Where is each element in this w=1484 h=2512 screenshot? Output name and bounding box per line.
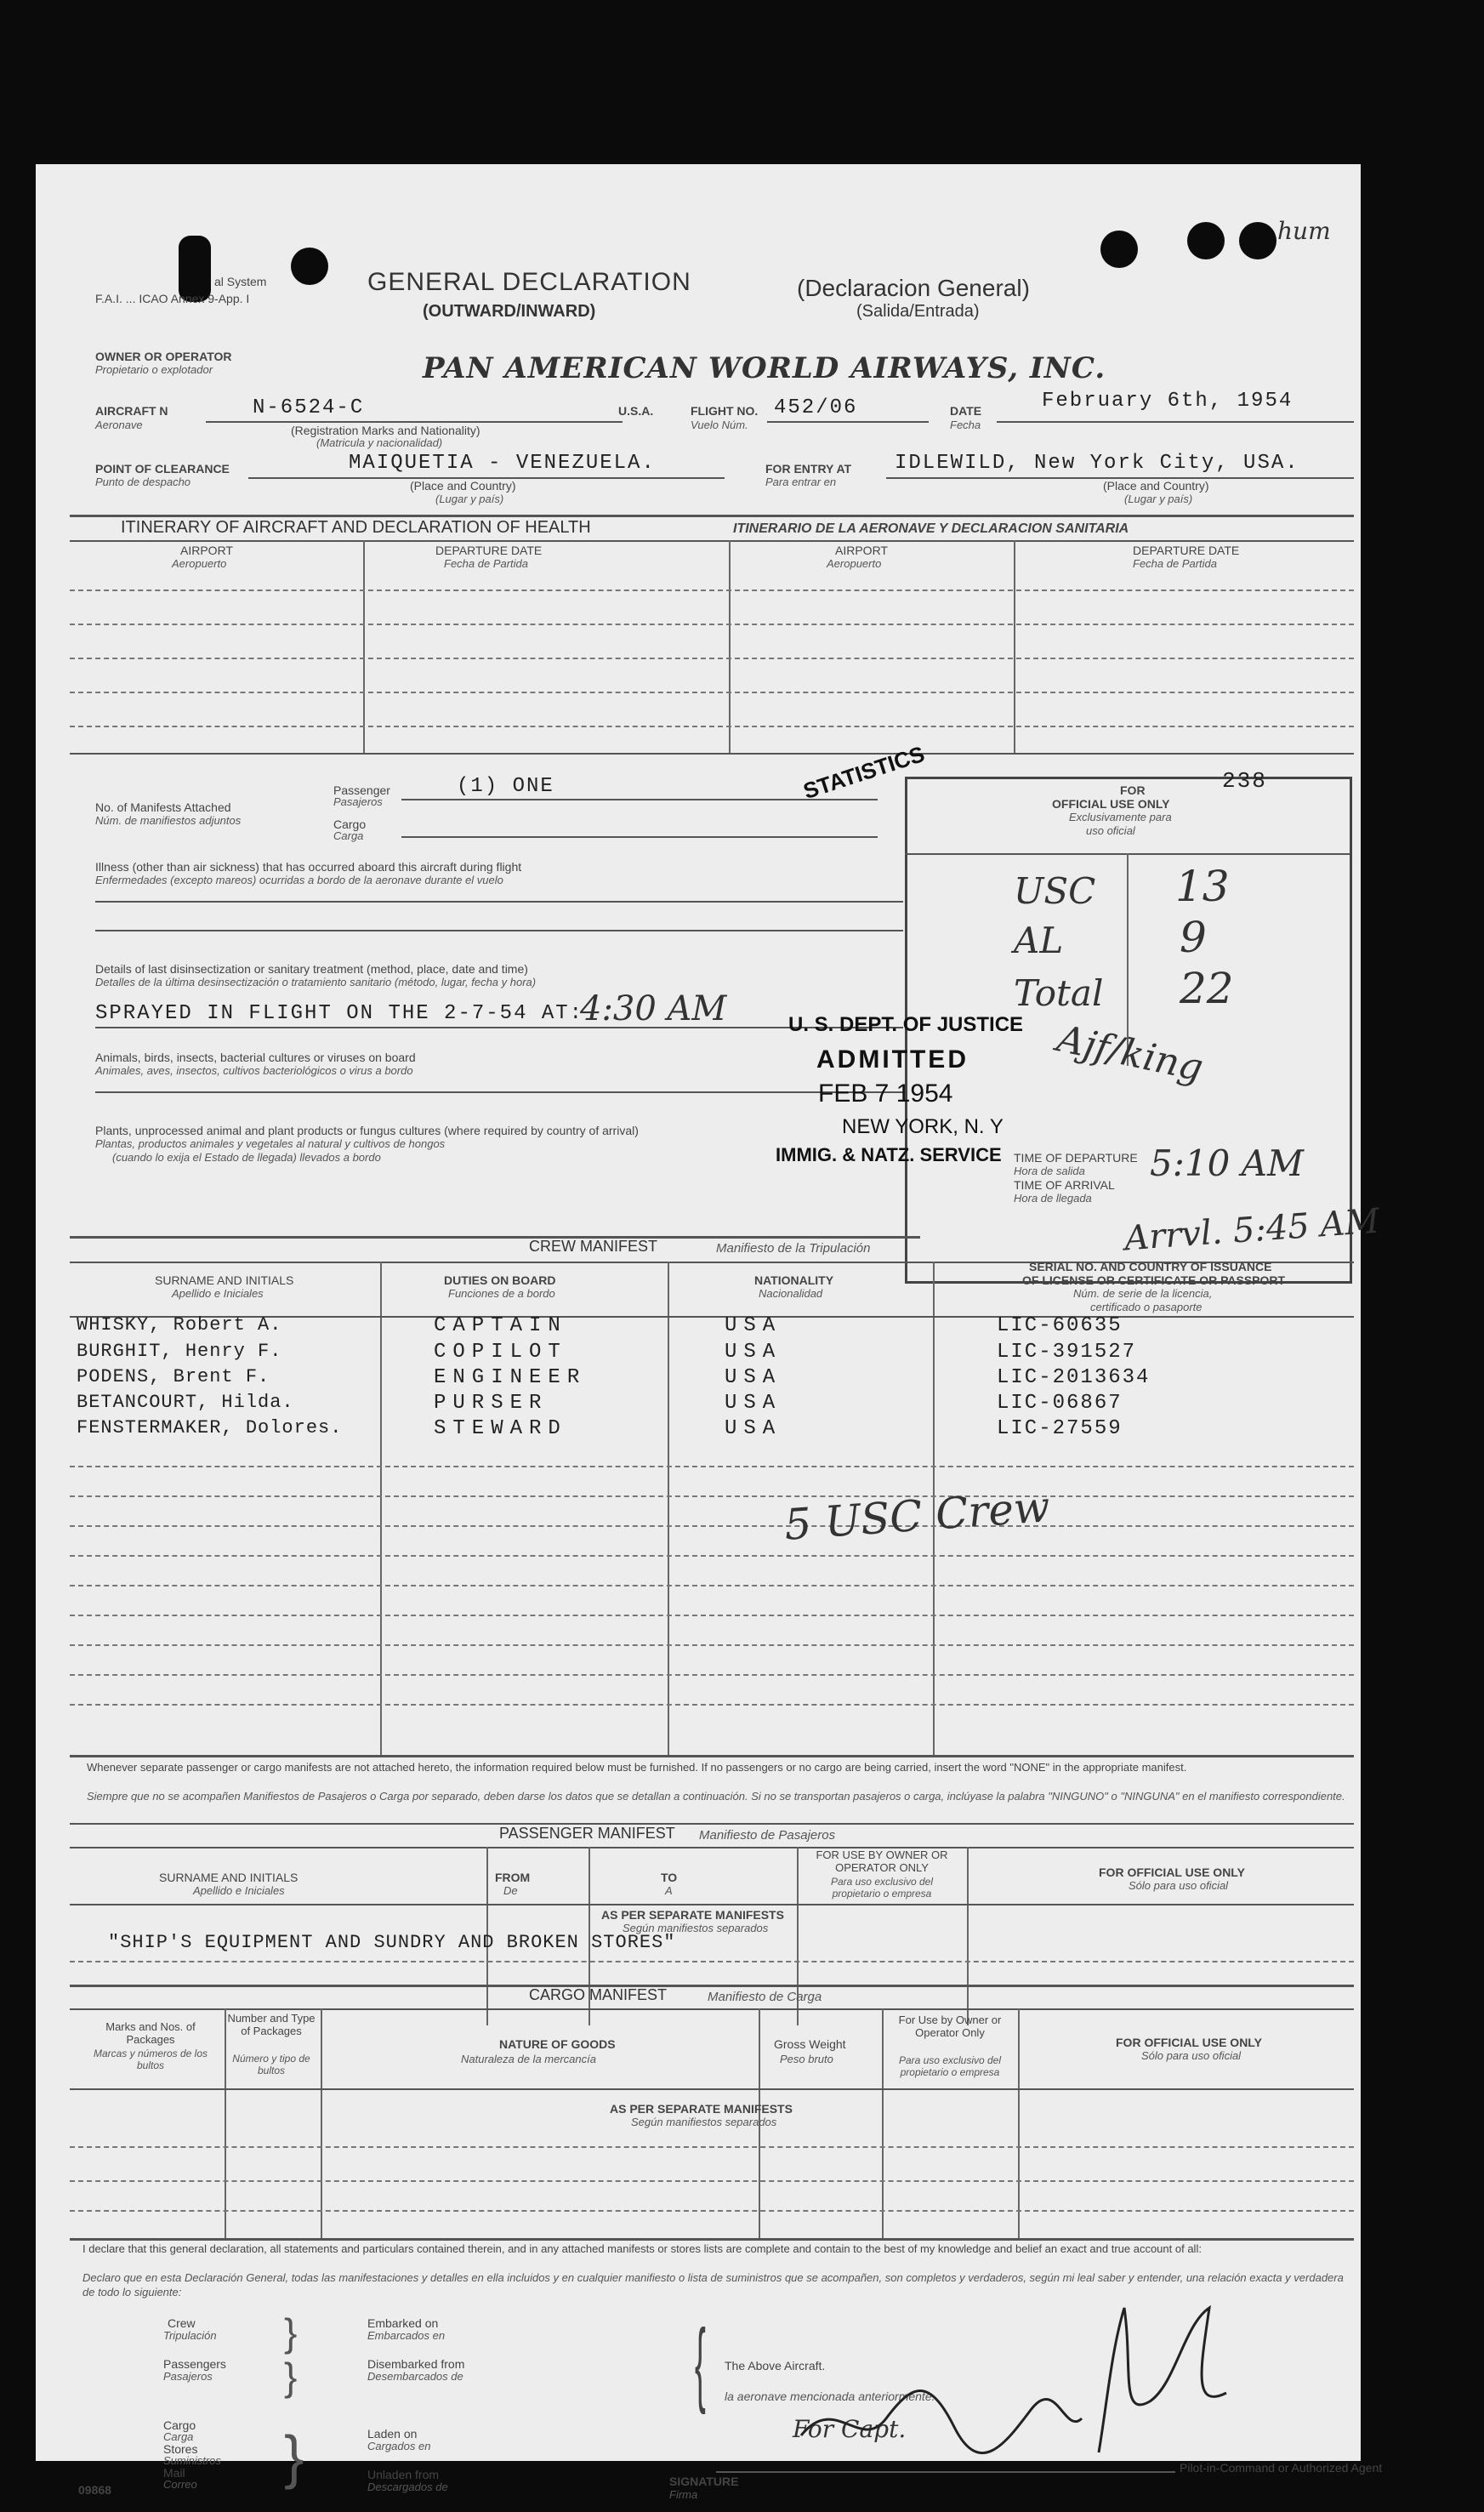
signature-stroke bbox=[801, 2391, 1082, 2453]
pax-separate: AS PER SEPARATE MANIFESTS bbox=[601, 1908, 784, 1922]
animals-label: Animals, birds, insects, bacterial cultures or viruses on board bbox=[95, 1051, 416, 1064]
crew-serial: LIC-27559 bbox=[997, 1417, 1123, 1440]
pax-col-official-es: Sólo para uso oficial bbox=[1129, 1879, 1229, 1892]
decl-unladen: Unladen from bbox=[367, 2468, 440, 2481]
official-row2-label: AL bbox=[1014, 920, 1064, 961]
decl-unladen-es: Descargados de bbox=[367, 2481, 448, 2493]
decl-cargo-es: Carga bbox=[163, 2430, 194, 2443]
decl-laden: Laden on bbox=[367, 2427, 418, 2441]
crew-title-es: Manifiesto de la Tripulación bbox=[716, 1241, 871, 1256]
brace: } bbox=[284, 2355, 298, 2399]
col-airport-es: Aeropuerto bbox=[172, 557, 227, 570]
arrival-label-es: Hora de llegada bbox=[1014, 1192, 1092, 1205]
entry-note-es: (Lugar y país) bbox=[1124, 493, 1193, 505]
declaration-form bbox=[36, 164, 1383, 2501]
official-row1-label: USC bbox=[1014, 870, 1096, 912]
pax-col-from: FROM bbox=[495, 1871, 531, 1884]
crew-col-nat-es: Nacionalidad bbox=[759, 1287, 823, 1300]
signature-stroke bbox=[1099, 2308, 1226, 2452]
itinerary-title-es: ITINERARIO DE LA AERONAVE Y DECLARACION SANITARIA bbox=[733, 521, 1129, 536]
crew-col-serial-es2: certificado o pasaporte bbox=[1090, 1301, 1203, 1313]
crew-duty: CAPTAIN bbox=[434, 1314, 567, 1337]
departure-label: TIME OF DEPARTURE bbox=[1014, 1151, 1138, 1165]
brace-large: { bbox=[695, 2310, 706, 2415]
disinsect-label: Details of last disinsectization or sanitary treatment (method, place, date and time) bbox=[95, 962, 528, 976]
pax-col-name: SURNAME AND INITIALS bbox=[159, 1871, 299, 1884]
crew-serial: LIC-2013634 bbox=[997, 1366, 1151, 1389]
statistics-stamp: STATISTICS bbox=[799, 740, 928, 805]
official-row3-label: Total bbox=[1014, 972, 1104, 1014]
crew-duty: PURSER bbox=[434, 1392, 549, 1415]
decl-above-aircraft-es: la aeronave mencionada anteriormente. bbox=[725, 2390, 935, 2403]
passenger-title-es: Manifiesto de Pasajeros bbox=[699, 1828, 836, 1843]
disinsect-label-es: Detalles de la última desinsectización o tratamiento sanitario (método, lugar, fecha y hora) bbox=[95, 976, 537, 988]
decl-embarked: Embarked on bbox=[367, 2316, 439, 2330]
entry-value: IDLEWILD, New York City, USA. bbox=[895, 452, 1299, 475]
pilot-label: Pilot-in-Command or Authorized Agent bbox=[1180, 2461, 1383, 2475]
crew-serial: LIC-60635 bbox=[997, 1314, 1123, 1337]
col-airport-es-2: Aeropuerto bbox=[827, 557, 882, 570]
decl-disembarked: Disembarked from bbox=[367, 2357, 465, 2371]
flight-value: 452/06 bbox=[774, 396, 858, 419]
manifests-label: No. of Manifests Attached bbox=[95, 800, 231, 814]
owner-label-es: Propietario o explotador bbox=[95, 363, 213, 376]
crew-nat: USA bbox=[725, 1341, 782, 1364]
crew-col-serial2: OF LICENSE OR CERTIFICATE OR PASSPORT bbox=[1022, 1273, 1286, 1287]
decl-passengers-es: Pasajeros bbox=[163, 2370, 213, 2383]
stamp-service: IMMIG. & NATZ. SERVICE bbox=[776, 1144, 1002, 1165]
illness-label-es: Enfermedades (excepto mareos) ocurridas a bordo de la aeronave durante el vuelo bbox=[95, 874, 503, 886]
form-title-es-sub: (Salida/Entrada) bbox=[856, 302, 980, 321]
pax-col-owner-es: Para uso exclusivo del propietario o empresa bbox=[830, 1876, 934, 1900]
flight-label: FLIGHT NO. bbox=[691, 404, 759, 418]
pax-col-name-es: Apellido e Iniciales bbox=[193, 1884, 285, 1897]
crew-duty: STEWARD bbox=[434, 1417, 567, 1440]
registration-note-es: (Matricula y nacionalidad) bbox=[316, 436, 443, 449]
disinsect-value: SPRAYED IN FLIGHT ON THE 2-7-54 AT: bbox=[95, 1002, 584, 1025]
clearance-label: POINT OF CLEARANCE bbox=[95, 462, 230, 476]
manifest-note: Whenever separate passenger or cargo manifests are not attached hereto, the information required below must be furnished. If no passengers or no cargo are being carried, insert the word "NONE" in the appropriate manifest. bbox=[87, 1761, 1187, 1774]
form-title: GENERAL DECLARATION bbox=[367, 268, 691, 296]
official-row3-value: 22 bbox=[1180, 964, 1234, 1013]
official-initials: Ajf/king bbox=[1053, 1017, 1208, 1091]
clearance-label-es: Punto de despacho bbox=[95, 476, 191, 488]
decl-stores: Stores bbox=[163, 2442, 198, 2456]
owner-label: OWNER OR OPERATOR bbox=[95, 350, 232, 363]
crew-name: WHISKY, Robert A. bbox=[77, 1314, 282, 1336]
cargo-col-weight: Gross Weight bbox=[774, 2037, 846, 2051]
cargo-col-number: Number and Type of Packages bbox=[227, 2012, 316, 2037]
passenger-title: PASSENGER MANIFEST bbox=[499, 1825, 675, 1842]
crew-col-nat: NATIONALITY bbox=[754, 1273, 834, 1287]
aircraft-value: N-6524-C bbox=[253, 396, 365, 419]
official-title-es: Exclusivamente para bbox=[1069, 811, 1172, 823]
clearance-note: (Place and Country) bbox=[410, 479, 516, 493]
crew-col-duty: DUTIES ON BOARD bbox=[444, 1273, 556, 1287]
signature-label: SIGNATURE bbox=[669, 2475, 739, 2488]
official-for: FOR bbox=[1120, 783, 1146, 797]
decl-for-capt: For Capt. bbox=[793, 2415, 907, 2443]
pax-separate-es: Según manifiestos separados bbox=[623, 1922, 769, 1934]
form-title-es: (Declaracion General) bbox=[797, 275, 1030, 301]
arrival-time: Arrvl. 5:45 AM bbox=[1123, 1201, 1381, 1259]
crew-nat: USA bbox=[725, 1314, 782, 1337]
stamp-city: NEW YORK, N. Y bbox=[842, 1115, 1004, 1138]
pax-col-from-es: De bbox=[503, 1884, 518, 1897]
cargo-col-owner: For Use by Owner or Operator Only bbox=[898, 2014, 1002, 2039]
crew-col-name: SURNAME AND INITIALS bbox=[155, 1273, 294, 1287]
punch-hole bbox=[291, 248, 328, 285]
cargo-label-es: Carga bbox=[333, 829, 364, 842]
decl-above-aircraft: The Above Aircraft. bbox=[725, 2359, 826, 2372]
plants-label: Plants, unprocessed animal and plant products or fungus cultures (where required by country of arrival) bbox=[95, 1124, 639, 1137]
decl-mail-es: Correo bbox=[163, 2478, 197, 2491]
form-number: 09868 bbox=[78, 2483, 111, 2497]
crew-nat: USA bbox=[725, 1366, 782, 1389]
stamp-admitted: ADMITTED bbox=[816, 1045, 969, 1074]
entry-label: FOR ENTRY AT bbox=[765, 462, 852, 476]
departure-time: 5:10 AM bbox=[1150, 1142, 1305, 1184]
passenger-manifest-count: (1) ONE bbox=[457, 775, 554, 798]
punch-hole bbox=[1187, 222, 1225, 259]
aircraft-label: AIRCRAFT N bbox=[95, 404, 168, 418]
col-airport-2: AIRPORT bbox=[835, 544, 888, 557]
brace: } bbox=[284, 2310, 298, 2355]
crew-name: BETANCOURT, Hilda. bbox=[77, 1392, 294, 1413]
cargo-col-weight-es: Peso bruto bbox=[780, 2053, 833, 2065]
owner-value: PAN AMERICAN WORLD AIRWAYS, INC. bbox=[423, 351, 1106, 385]
registration-note: (Registration Marks and Nationality) bbox=[291, 424, 480, 437]
passenger-label-es: Pasajeros bbox=[333, 795, 383, 808]
crew-nat: USA bbox=[725, 1392, 782, 1415]
pax-col-to: TO bbox=[661, 1871, 678, 1884]
decl-crew-es: Tripulación bbox=[163, 2329, 217, 2342]
cargo-title: CARGO MANIFEST bbox=[529, 1986, 668, 2003]
cargo-col-nature: NATURE OF GOODS bbox=[499, 2037, 616, 2051]
crew-name: PODENS, Brent F. bbox=[77, 1366, 270, 1387]
official-title-es2: uso oficial bbox=[1086, 824, 1135, 837]
official-title: OFFICIAL USE ONLY bbox=[1052, 797, 1170, 811]
decl-embarked-es: Embarcados en bbox=[367, 2329, 446, 2342]
stamp-date: FEB 7 1954 bbox=[818, 1079, 953, 1108]
crew-serial: LIC-391527 bbox=[997, 1341, 1137, 1364]
signature-scrawl bbox=[784, 2274, 1260, 2461]
crew-col-serial-es: Núm. de serie de la licencia, bbox=[1073, 1287, 1213, 1300]
col-airport: AIRPORT bbox=[180, 544, 233, 557]
passenger-label: Passenger bbox=[333, 783, 390, 797]
date-value: February 6th, 1954 bbox=[1042, 390, 1294, 413]
corner-text-2: F.A.I. ... ICAO Annex 9-App. I bbox=[95, 292, 250, 305]
departure-label-es: Hora de salida bbox=[1014, 1165, 1085, 1177]
crew-duty: ENGINEER bbox=[434, 1366, 587, 1389]
col-departure-es: Fecha de Partida bbox=[444, 557, 529, 570]
animals-label-es: Animales, aves, insectos, cultivos bacteriológicos o virus a bordo bbox=[95, 1064, 413, 1077]
pax-col-to-es: A bbox=[665, 1884, 673, 1897]
decl-stores-es: Suministros bbox=[163, 2454, 221, 2467]
date-label-es: Fecha bbox=[950, 419, 981, 431]
clearance-value: MAIQUETIA - VENEZUELA. bbox=[349, 452, 656, 475]
official-row1-value: 13 bbox=[1175, 862, 1230, 911]
disinsect-time: 4:30 AM bbox=[580, 989, 727, 1028]
official-number: 238 bbox=[1222, 768, 1267, 794]
decl-laden-es: Cargados en bbox=[367, 2440, 431, 2452]
col-departure-es-2: Fecha de Partida bbox=[1133, 557, 1218, 570]
cargo-title-es: Manifiesto de Carga bbox=[708, 1990, 822, 2004]
pax-value: "SHIP'S EQUIPMENT AND SUNDRY AND BROKEN STORES" bbox=[108, 1932, 676, 1953]
date-label: DATE bbox=[950, 404, 982, 418]
signature-label-es: Firma bbox=[669, 2488, 698, 2501]
decl-mail: Mail bbox=[163, 2466, 185, 2480]
crew-duty: COPILOT bbox=[434, 1341, 567, 1364]
flight-label-es: Vuelo Núm. bbox=[691, 419, 748, 431]
cargo-col-marks: Marks and Nos. of Packages bbox=[105, 2020, 196, 2046]
punch-hole bbox=[1100, 231, 1138, 268]
decl-cargo: Cargo bbox=[163, 2418, 196, 2432]
arrival-label: TIME OF ARRIVAL bbox=[1014, 1178, 1115, 1192]
top-scribble: hum bbox=[1277, 217, 1331, 245]
crew-name: FENSTERMAKER, Dolores. bbox=[77, 1417, 343, 1438]
declaration-text-es: Declaro que en esta Declaración General, todas las manifestaciones y detalles en ella incluidos y en cualquier manifiesto o lista de suministros que se acompañen, son completos y verdaderos, según mi leal saber y entender, una relación exacta y verdadera de todo lo siguiente: bbox=[82, 2271, 1344, 2298]
crew-col-name-es: Apellido e Iniciales bbox=[172, 1287, 264, 1300]
stamp-dept: U. S. DEPT. OF JUSTICE bbox=[788, 1013, 1024, 1036]
cargo-col-owner-es: Para uso exclusivo del propietario o empresa bbox=[898, 2054, 1002, 2078]
decl-disembarked-es: Desembarcados de bbox=[367, 2370, 463, 2383]
crew-title: CREW MANIFEST bbox=[529, 1238, 657, 1255]
crew-serial: LIC-06867 bbox=[997, 1392, 1123, 1415]
plants-label-es: Plantas, productos animales y vegetales al natural y cultivos de hongos bbox=[95, 1137, 446, 1150]
crew-nat: USA bbox=[725, 1417, 782, 1440]
usa-label: U.S.A. bbox=[618, 404, 654, 418]
col-departure-2: DEPARTURE DATE bbox=[1133, 544, 1240, 557]
clearance-note-es: (Lugar y país) bbox=[435, 493, 504, 505]
entry-note: (Place and Country) bbox=[1103, 479, 1209, 493]
manifest-note-es: Siempre que no se acompañen Manifiestos de Pasajeros o Carga por separado, deben darse los datos que se detallan a continuación. Si no se transportan pasajeros o carga, inclúyase la palabra "NINGUNO" o "NINGUNA" en el manifiesto correspondiente. bbox=[87, 1790, 1345, 1803]
decl-passengers: Passengers bbox=[163, 2357, 226, 2371]
official-row2-value: 9 bbox=[1180, 913, 1207, 962]
cargo-col-marks-es: Marcas y números de los bultos bbox=[93, 2048, 208, 2071]
cargo-separate-es: Según manifiestos separados bbox=[631, 2116, 777, 2128]
decl-crew: Crew bbox=[168, 2316, 196, 2330]
itinerary-title: ITINERARY OF AIRCRAFT AND DECLARATION OF HEALTH bbox=[121, 518, 591, 537]
brace: } bbox=[284, 2424, 304, 2490]
cargo-label: Cargo bbox=[333, 817, 367, 831]
cargo-col-nature-es: Naturaleza de la mercancía bbox=[461, 2053, 596, 2065]
form-title-sub: (OUTWARD/INWARD) bbox=[423, 302, 596, 321]
declaration-text: I declare that this general declaration, all statements and particulars contained therein, and in any attached manifests or stores lists are complete and contain to the best of my knowledge and belief an exact and true account of all: bbox=[82, 2242, 1202, 2255]
aircraft-label-es: Aeronave bbox=[95, 419, 143, 431]
cargo-separate: AS PER SEPARATE MANIFESTS bbox=[610, 2102, 793, 2116]
cargo-col-official: FOR OFFICIAL USE ONLY bbox=[1116, 2036, 1262, 2049]
pax-col-owner: FOR USE BY OWNER OR OPERATOR ONLY bbox=[816, 1848, 948, 1874]
plants-label-es2: (cuando lo exija el Estado de llegada) llevados a bordo bbox=[112, 1151, 381, 1164]
pax-col-official: FOR OFFICIAL USE ONLY bbox=[1099, 1865, 1245, 1879]
cargo-col-number-es: Número y tipo de bultos bbox=[232, 2053, 310, 2076]
crew-handwritten-note: 5 USC Crew bbox=[782, 1482, 1052, 1550]
col-departure: DEPARTURE DATE bbox=[435, 544, 543, 557]
illness-label: Illness (other than air sickness) that has occurred aboard this aircraft during flight bbox=[95, 860, 522, 874]
punch-hole bbox=[1239, 222, 1276, 259]
corner-text: al System bbox=[214, 275, 267, 288]
manifests-label-es: Núm. de manifiestos adjuntos bbox=[95, 814, 242, 827]
cargo-col-official-es: Sólo para uso oficial bbox=[1141, 2049, 1242, 2062]
crew-col-serial: SERIAL NO. AND COUNTRY OF ISSUANCE bbox=[1029, 1260, 1272, 1273]
crew-name: BURGHIT, Henry F. bbox=[77, 1341, 282, 1362]
entry-label-es: Para entrar en bbox=[765, 476, 837, 488]
crew-col-duty-es: Funciones de a bordo bbox=[448, 1287, 555, 1300]
